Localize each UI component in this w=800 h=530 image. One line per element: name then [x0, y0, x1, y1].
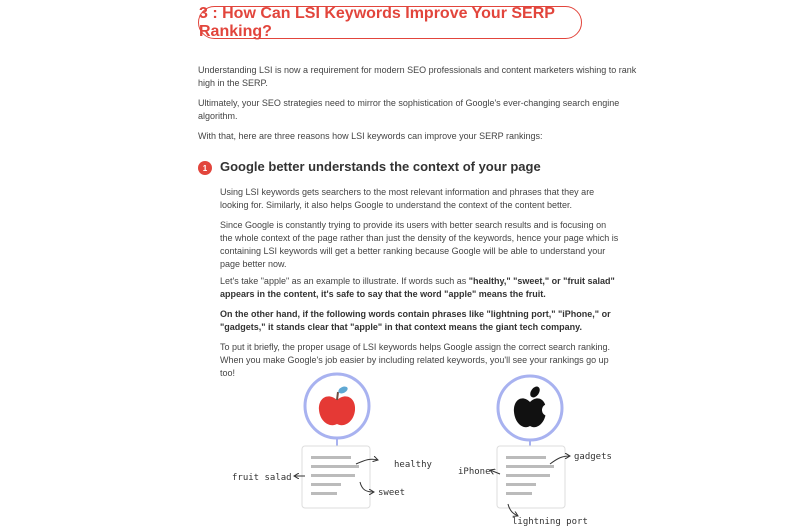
intro-paragraph-2: Ultimately, your SEO strategies need to mirror the sophistication of Google's ever-changing search engine algorithm.	[198, 98, 620, 121]
intro-paragraph-1: Understanding LSI is now a requirement for modern SEO professionals and content marketers wishing to rank high in the SERP.	[198, 65, 637, 88]
label-fruit-salad: fruit salad	[232, 473, 292, 483]
tech-document-icon	[497, 446, 565, 508]
section-number-badge: 1	[198, 161, 212, 175]
label-healthy: healthy	[394, 460, 432, 470]
label-gadgets: gadgets	[574, 452, 612, 462]
label-sweet: sweet	[378, 488, 406, 498]
body-paragraph-1: Using LSI keywords gets searchers to the most relevant information and phrases that they are looking for. Similarly, it also helps Google to understand the context of the content better.	[220, 187, 595, 210]
body-paragraph-2: Since Google is constantly trying to provide its users with better search results and is focusing on the whole context of the page rather than just the density of the keywords, hence your page which is containing LSI keywords will get a better ranking because Google will be able to understand your page better now.	[220, 220, 619, 269]
label-iphone: iPhone	[458, 467, 491, 477]
intro-paragraph-3: With that, here are three reasons how LSI keywords can improve your SERP rankings:	[198, 131, 543, 141]
body-paragraph-4: On the other hand, if the following words contain phrases like "lightning port," "iPhone," or "gadgets," it stands clear that "apple" in that context means the giant tech company.	[220, 309, 611, 332]
section-title: Google better understands the context of your page	[220, 159, 541, 174]
body-paragraph-5: To put it briefly, the proper usage of LSI keywords helps Google assign the correct search ranking. When you make Google's job easier by including related keywords, you'll see your rankings go up too!	[220, 342, 611, 378]
paragraph-3-lead: Let's take "apple" as an example to illustrate. If words such as	[220, 276, 469, 286]
section-heading: 3 : How Can LSI Keywords Improve Your SERP Ranking?	[198, 6, 582, 39]
tech-apple-group	[458, 376, 612, 527]
paragraph-3-bold: "healthy," "sweet," or "fruit salad" appears in the content, it's safe to say that the word "apple" means the fruit.	[220, 276, 615, 299]
fruit-apple-group	[232, 374, 433, 508]
fruit-document-icon	[302, 446, 370, 508]
label-lightning-port: lightning port	[512, 517, 588, 527]
body-paragraph-3	[220, 275, 620, 301]
apple-context-illustration	[0, 370, 800, 530]
